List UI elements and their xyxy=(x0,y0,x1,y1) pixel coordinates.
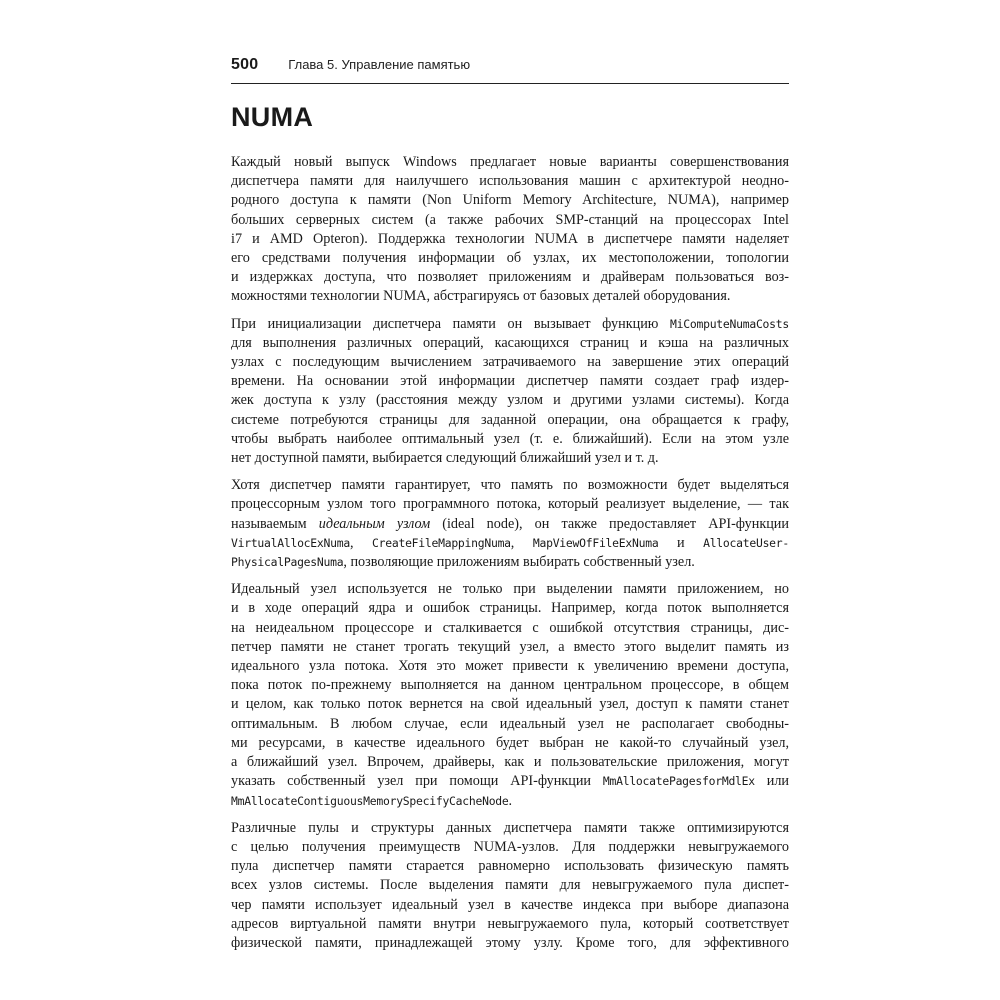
text-line: всех узлов системы. После выделения памяти для невыгружаемого пула диспет- xyxy=(231,877,789,894)
text-line: и целом, как только поток вернется на свой идеальный узел, доступ к памяти станет xyxy=(231,696,789,713)
text-line: больших серверных систем (а также рабочих SMP-станций на процессорах Intel xyxy=(231,211,789,228)
text-line: процессорным узлом того программного потока, который реализует выделение, — так xyxy=(231,496,789,513)
text-run: , xyxy=(510,534,533,551)
text-line: Различные пулы и структуры данных диспетчера памяти также оптимизируются xyxy=(231,819,789,836)
text-line: родного доступа к памяти (Non Uniform Memory Architecture, NUMA), например xyxy=(231,192,789,209)
text-line: чтобы выбрать наиболее оптимальный узел (т. е. ближайший). Если на этом узле xyxy=(231,430,789,447)
text-line: адресов виртуальной памяти внутри невыгружаемого пула, который соответствует xyxy=(231,915,789,932)
text-line: физической памяти, принадлежащей этому узлу. Кроме того, для эффективного xyxy=(231,934,789,951)
text-line: идеального узла потока. Хотя это может привести к увеличению времени доступа, xyxy=(231,658,789,675)
text-line: ми ресурсами, в качестве идеального будет выбран не какой-то случайный узел, xyxy=(231,734,789,751)
paragraph-4 xyxy=(231,580,789,810)
text-run: При инициализации диспетчера памяти он вызывает функцию xyxy=(231,315,671,332)
page-number: 500 xyxy=(231,56,259,73)
paragraph-2 xyxy=(231,315,789,469)
text-line: пула диспетчер памяти старается равномерно использовать физическую память xyxy=(231,858,789,875)
text-run: (ideal node), он также предоставляет API-функции xyxy=(430,515,789,532)
text-line: времени. На основании этой информации диспетчер памяти создает граф издер- xyxy=(231,373,789,390)
emphasis-term: идеальным узлом xyxy=(318,515,431,532)
function-name: PhysicalPagesNuma xyxy=(231,555,344,570)
text-line: диспетчера памяти для наилучшего использования машин с архитектурой неодно- xyxy=(231,173,789,190)
text-run: , позволяющие приложениям выбирать собственный узел. xyxy=(343,554,695,571)
text-line: а ближайший узел. Впрочем, драйверы, как и пользовательские приложения, могут xyxy=(231,754,789,771)
page-header xyxy=(231,56,789,84)
function-name: MiComputeNumaCosts xyxy=(670,316,789,331)
text-line xyxy=(231,315,789,334)
text-line: с целью получения преимуществ NUMA-узлов. Для поддержки невыгружаемого xyxy=(231,838,789,855)
text-line: и в ходе операций ядра и ошибок страницы. Например, когда поток выполняется xyxy=(231,600,789,617)
text-line xyxy=(231,534,789,553)
text-line: оптимальным. В любом случае, если идеальный узел не располагает свободны- xyxy=(231,715,789,732)
text-line: жек доступа к узлу (расстояния между узлом и другими узлами системы). Когда xyxy=(231,392,789,409)
function-name: VirtualAllocExNuma xyxy=(231,535,350,550)
text-run: или xyxy=(754,773,789,790)
text-line: пока поток по-прежнему выполняется на данном центральном процессоре, в общем xyxy=(231,677,789,694)
function-name: MmAllocatePagesforMdlEx xyxy=(602,774,755,789)
text-line: Каждый новый выпуск Windows предлагает новые варианты совершенствования xyxy=(231,154,789,170)
text-line: на неидеальном процессоре и сталкивается с ошибкой отсутствия страницы, дис- xyxy=(231,619,789,636)
paragraph-1 xyxy=(231,153,789,307)
function-name: AllocateUser- xyxy=(703,535,789,550)
text-line: Идеальный узел используется не только при выделении памяти приложением, но xyxy=(231,581,789,598)
text-line: i7 и AMD Opteron). Поддержка технологии NUMA в диспетчере памяти наделяет xyxy=(231,230,789,247)
paragraph-3 xyxy=(231,476,789,572)
text-run: называемым xyxy=(231,515,319,532)
book-page xyxy=(231,56,789,961)
text-line xyxy=(231,792,789,811)
function-name: MapViewOfFileExNuma xyxy=(532,535,659,550)
text-line: петчер памяти не станет трогать текущий узел, а вместо этого выделит память из xyxy=(231,638,789,655)
text-run: . xyxy=(508,792,513,809)
text-line: чер памяти использует идеальный узел в качестве индекса при выборе диапазона xyxy=(231,896,789,913)
paragraph-5 xyxy=(231,819,789,953)
text-line: можностями технологии NUMA, абстрагируясь от базовых деталей оборудования. xyxy=(231,288,731,305)
text-line: системе потребуются страницы для заданной операции, она обращается к графу, xyxy=(231,411,789,428)
text-line xyxy=(231,515,789,534)
running-head: Глава 5. Управление памятью xyxy=(288,57,471,72)
function-name: MmAllocateContiguousMemorySpecifyCacheNode xyxy=(231,793,509,808)
text-line: нет доступной памяти, выбирается следующий ближайший узел и т. д. xyxy=(231,450,659,467)
text-run: указать собственный узел при помощи API-функции xyxy=(231,773,603,790)
text-line: Хотя диспетчер памяти гарантирует, что память по возможности будет выделяться xyxy=(231,477,789,494)
text-line xyxy=(231,553,789,572)
function-name: CreateFileMappingNuma xyxy=(372,535,511,550)
text-line: его средствами получения информации об узлах, их местоположении, топологии xyxy=(231,250,789,267)
text-line: узлах с последующим вычислением затрачиваемого на завершение этих операций xyxy=(231,354,789,371)
text-line: для выполнения различных операций, касающихся страниц и кэша на различных xyxy=(231,334,789,351)
section-title: NUMA xyxy=(231,102,314,132)
text-line xyxy=(231,772,789,791)
text-run: , xyxy=(349,534,373,551)
text-run: и xyxy=(658,534,704,551)
text-line: и издержках доступа, что позволяет приложениям и драйверам пользоваться воз- xyxy=(231,269,789,286)
